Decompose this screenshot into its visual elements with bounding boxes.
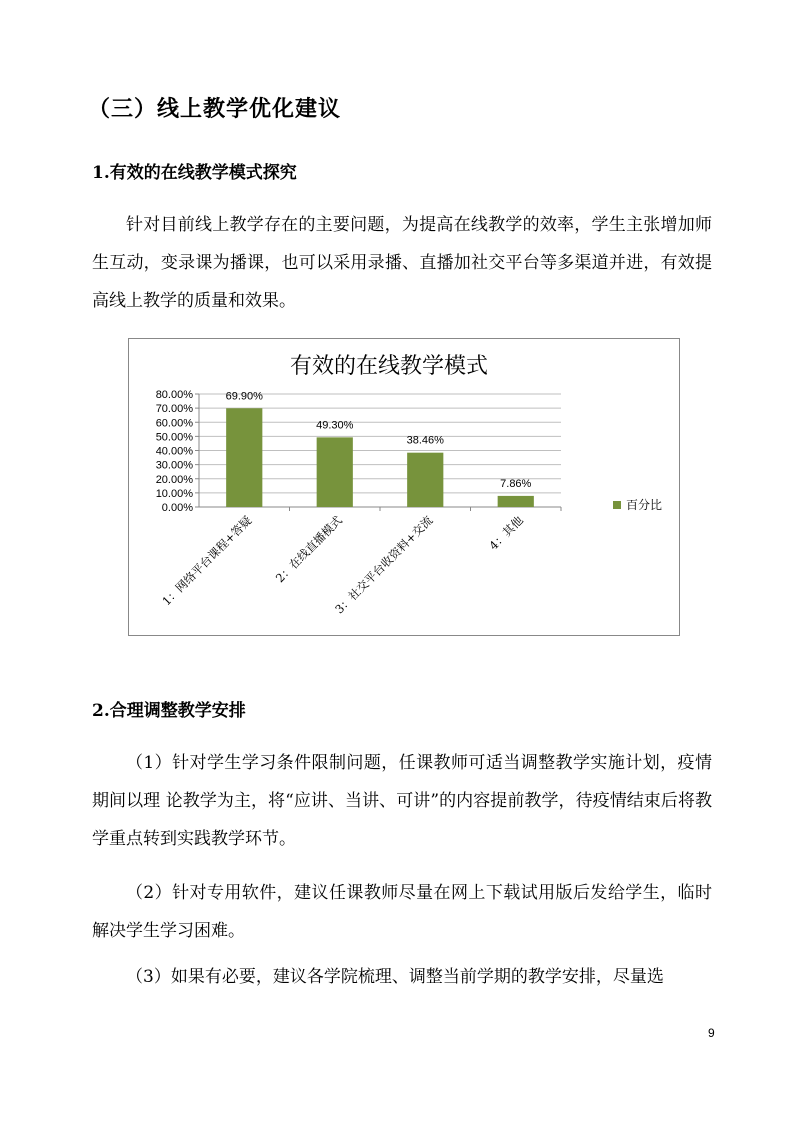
paragraph-3: （2）针对专用软件，建议任课教师尽量在网上下载试用版后发给学生，临时解决学生学习困难。 [92, 883, 712, 941]
y-tick-label: 60.00% [155, 417, 193, 430]
paragraph-4: （3）如果有必要，建议各学院梳理、调整当前学期的教学安排，尽量选 [126, 967, 664, 987]
y-tick-label: 10.00% [155, 487, 193, 500]
bar [317, 437, 353, 507]
y-tick-label: 20.00% [155, 473, 193, 486]
data-label: 49.30% [316, 419, 354, 432]
chart-canvas [129, 339, 679, 635]
legend-swatch [613, 501, 621, 509]
paragraph-2: （1）针对学生学习条件限制问题，任课教师可适当调整教学实施计划，疫情期间以理 论教学为主，将“应讲、当讲、可讲”的内容提前教学，待疫情结束后将教学重点转到实践教学环节。 [92, 753, 712, 849]
data-label: 7.86% [500, 477, 532, 490]
y-tick-label: 30.00% [155, 459, 193, 472]
bar [498, 496, 534, 507]
y-tick-label: 70.00% [155, 403, 193, 416]
y-tick-label: 40.00% [155, 445, 193, 458]
y-tick-label: 0.00% [161, 502, 193, 514]
x-tick-label: 3：社交平台收资料+交流 [332, 513, 436, 617]
subsection-title-2: 2.合理调整教学安排 [92, 701, 246, 721]
subsection-title-1: 1.有效的在线教学模式探究 [92, 163, 297, 183]
section-title: （三）线上教学优化建议 [88, 96, 342, 122]
data-label: 69.90% [225, 390, 263, 403]
page-number: 9 [708, 1026, 715, 1040]
y-tick-label: 80.00% [155, 389, 193, 401]
bar [226, 408, 262, 507]
bar [407, 453, 443, 507]
legend-label: 百分比 [626, 498, 663, 512]
x-tick-label: 1：网络平台课程+答疑 [159, 513, 255, 609]
chart-title: 有效的在线教学模式 [289, 353, 489, 378]
x-tick-label: 4：其他 [486, 513, 526, 553]
y-tick-label: 50.00% [155, 431, 193, 444]
bar-chart [128, 338, 680, 636]
x-tick-label: 2：在线直播模式 [272, 513, 345, 586]
paragraph-1: 针对目前线上教学存在的主要问题，为提高在线教学的效率，学生主张增加师生互动，变录课为播课，也可以采用录播、直播加社交平台等多渠道并进，有效提高线上教学的质量和效果。 [92, 215, 712, 311]
data-label: 38.46% [406, 434, 444, 447]
